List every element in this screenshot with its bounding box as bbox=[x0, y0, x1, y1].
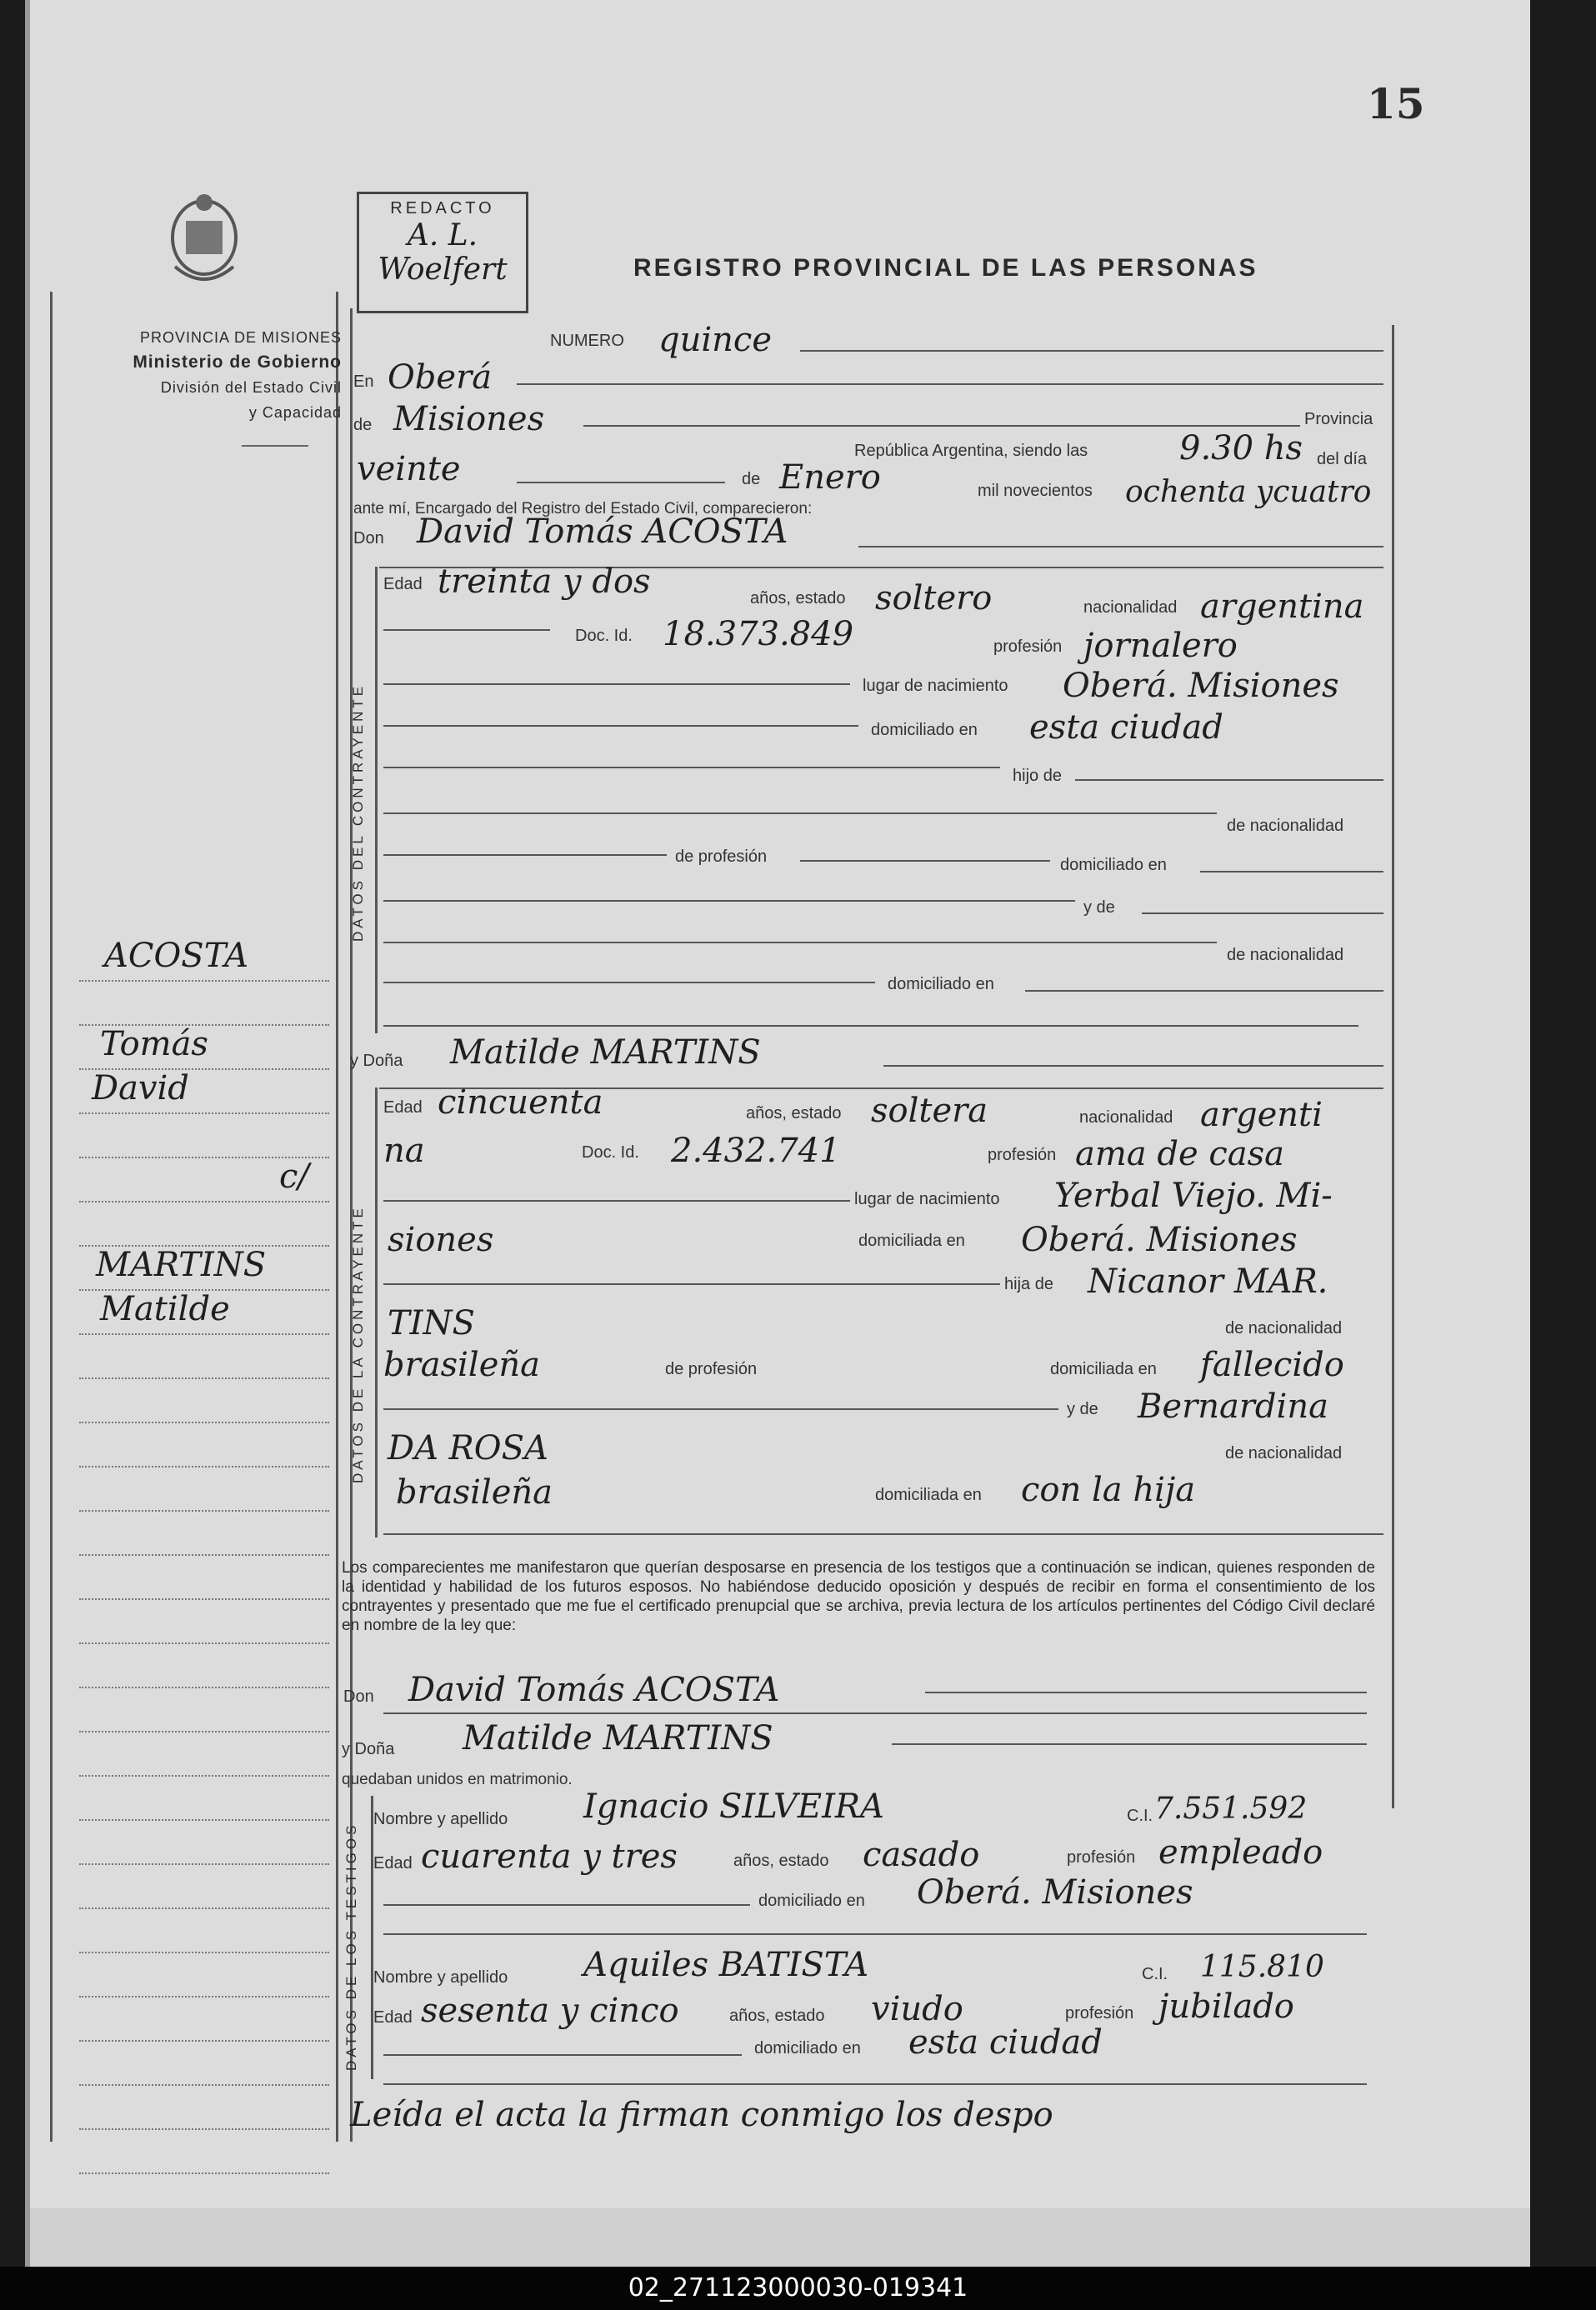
fill-line bbox=[383, 1933, 1367, 1935]
mes-value: Enero bbox=[779, 458, 881, 497]
fill-line bbox=[517, 383, 1383, 385]
testigo1-domicilio: Oberá. Misiones bbox=[917, 1873, 1193, 1912]
fill-line bbox=[383, 942, 1217, 943]
provincia-value: Misiones bbox=[393, 400, 545, 438]
index-entry: c/ bbox=[279, 1158, 309, 1196]
testigo2-profesion: jubilado bbox=[1158, 1988, 1294, 2026]
domicilio-value: esta ciudad bbox=[1029, 708, 1223, 747]
domicilio-label: domiciliada en bbox=[875, 1486, 982, 1504]
lugar-label: lugar de nacimiento bbox=[854, 1190, 1000, 1208]
profesion-label: profesión bbox=[988, 1146, 1057, 1164]
index-line bbox=[79, 1114, 329, 1158]
index-lines bbox=[79, 938, 329, 2174]
ci-label: C.I. bbox=[1142, 1965, 1168, 1983]
profesion-label: de profesión bbox=[675, 848, 768, 866]
section-border bbox=[375, 1088, 378, 1538]
hija-label: hija de bbox=[1004, 1275, 1053, 1293]
fill-line bbox=[1200, 871, 1383, 872]
en-label: En bbox=[353, 372, 374, 391]
domicilio-label: domiciliado en bbox=[1060, 856, 1167, 874]
fill-line bbox=[1142, 912, 1383, 914]
fill-line bbox=[383, 1283, 1000, 1285]
de-label: de bbox=[353, 416, 373, 434]
hijo-label: hijo de bbox=[1013, 767, 1062, 785]
ministry-block bbox=[42, 325, 342, 425]
profesion-label: de profesión bbox=[665, 1360, 758, 1378]
index-entry: Tomás bbox=[100, 1025, 208, 1063]
index-line bbox=[79, 1644, 329, 1688]
estado-value: soltero bbox=[875, 579, 993, 618]
fill-line bbox=[383, 767, 1000, 768]
fill-line bbox=[892, 1743, 1367, 1745]
madre-nombre-cont: DA ROSA bbox=[388, 1429, 548, 1468]
edad-label: Edad bbox=[383, 575, 423, 593]
nombre-apellido-label: Nombre y apellido bbox=[373, 1968, 508, 1987]
fill-line bbox=[583, 425, 1300, 427]
fill-line bbox=[800, 860, 1050, 862]
index-line bbox=[79, 1468, 329, 1512]
profesion-label: profesión bbox=[1067, 1848, 1136, 1867]
fill-line bbox=[383, 900, 1075, 902]
lugar-value: Oberá. Misiones bbox=[1063, 667, 1339, 705]
y-de-label: y de bbox=[1083, 898, 1115, 917]
fill-line bbox=[383, 629, 550, 631]
redacto-stamp bbox=[357, 192, 528, 313]
ci-label: C.I. bbox=[1127, 1807, 1153, 1825]
hora-value: 9.30 hs bbox=[1179, 429, 1303, 468]
fill-line bbox=[383, 2054, 742, 2056]
fill-line bbox=[383, 1025, 1358, 1027]
provincia-label: Provincia bbox=[1304, 410, 1373, 428]
estado-label: años, estado bbox=[733, 1852, 829, 1870]
quedaban-text: quedaban unidos en matrimonio. bbox=[342, 1771, 573, 1788]
del-dia-label: del día bbox=[1317, 450, 1368, 468]
divider bbox=[242, 445, 308, 447]
index-line bbox=[79, 1953, 329, 1998]
profesion-label: profesión bbox=[993, 638, 1063, 656]
nacionalidad-label: nacionalidad bbox=[1083, 598, 1178, 617]
union-dona: Matilde MARTINS bbox=[463, 1719, 773, 1758]
fill-line bbox=[800, 350, 1383, 352]
don-label: Don bbox=[343, 1688, 374, 1706]
index-line bbox=[79, 1202, 329, 1247]
estado-label: años, estado bbox=[729, 2007, 825, 2025]
domicilio-label: domiciliado en bbox=[754, 2039, 861, 2058]
fill-line bbox=[383, 2083, 1367, 2085]
index-line bbox=[79, 1158, 329, 1202]
contrayente-section-label: DATOS DEL CONTRAYENTE bbox=[350, 682, 366, 942]
union-don: David Tomás ACOSTA bbox=[408, 1671, 780, 1709]
index-line bbox=[79, 1070, 329, 1114]
page-number: 15 bbox=[1367, 79, 1425, 128]
testigos-section-label: DATOS DE LOS TESTIGOS bbox=[343, 1822, 359, 2071]
index-entry: Matilde bbox=[100, 1290, 230, 1328]
padre-nacionalidad: brasileña bbox=[383, 1346, 540, 1384]
image-id-footer: 02_271123000030-019341 bbox=[0, 2267, 1596, 2310]
edad-value: treinta y dos bbox=[438, 562, 651, 601]
ministry-line: y Capacidad bbox=[248, 404, 342, 421]
madre-nacionalidad: brasileña bbox=[396, 1473, 553, 1512]
edad-value: cincuenta bbox=[438, 1083, 603, 1122]
fill-line bbox=[383, 1712, 1367, 1714]
profesion-value: ama de casa bbox=[1075, 1135, 1284, 1173]
index-line bbox=[79, 1909, 329, 1953]
index-line bbox=[79, 1821, 329, 1865]
domicilio-value: Oberá. Misiones bbox=[1021, 1221, 1298, 1259]
de-label: de bbox=[742, 470, 761, 488]
fill-line bbox=[383, 854, 667, 856]
estado-label: años, estado bbox=[750, 589, 846, 608]
fill-line bbox=[383, 683, 850, 685]
index-line bbox=[79, 1865, 329, 1909]
nombre-apellido-label: Nombre y apellido bbox=[373, 1810, 508, 1828]
numero-label: NUMERO bbox=[550, 332, 624, 350]
fill-line bbox=[517, 482, 725, 483]
fill-line bbox=[1075, 779, 1383, 781]
fill-line bbox=[383, 1533, 1383, 1535]
doc-label: Doc. Id. bbox=[582, 1143, 639, 1162]
profesion-value: jornalero bbox=[1083, 627, 1238, 665]
fill-line bbox=[383, 1904, 750, 1906]
fill-line bbox=[383, 725, 858, 727]
contrayenta-section-label: DATOS DE LA CONTRAYENTE bbox=[350, 1205, 366, 1483]
testigo2-edad: sesenta y cinco bbox=[421, 1992, 679, 2030]
index-entry: MARTINS bbox=[96, 1246, 267, 1284]
estado-value: soltera bbox=[871, 1092, 988, 1130]
nacionalidad-label: de nacionalidad bbox=[1227, 946, 1344, 964]
doc-value: 18.373.849 bbox=[663, 615, 854, 653]
fill-line bbox=[883, 1065, 1383, 1067]
index-line bbox=[79, 2086, 329, 2130]
domicilio-label: domiciliado en bbox=[871, 721, 978, 739]
y-de-label: y de bbox=[1067, 1400, 1098, 1418]
index-line bbox=[79, 1512, 329, 1556]
domicilio-label: domiciliado en bbox=[758, 1892, 865, 1910]
edad-label: Edad bbox=[373, 1854, 413, 1872]
ante-label: ante mí, Encargado del Registro del Estado Civil, comparecieron: bbox=[353, 500, 813, 518]
coat-of-arms-icon bbox=[158, 188, 250, 296]
doc-value: 2.432.741 bbox=[671, 1132, 841, 1170]
fill-line bbox=[383, 982, 875, 983]
nacionalidad-label: de nacionalidad bbox=[1225, 1444, 1343, 1462]
testigo2-nombre: Aquiles BATISTA bbox=[583, 1946, 869, 1984]
ministry-line: PROVINCIA DE MISIONES bbox=[139, 329, 342, 346]
index-entry: ACOSTA bbox=[104, 937, 249, 975]
testigo2-estado: viudo bbox=[871, 1990, 963, 2028]
fill-line bbox=[1025, 990, 1383, 992]
fill-line bbox=[383, 1408, 1058, 1410]
lugar-value-cont: siones bbox=[388, 1221, 494, 1259]
republica-label: República Argentina, siendo las bbox=[854, 442, 1088, 460]
redacto-name: Woelfert bbox=[378, 252, 508, 287]
en-value: Oberá bbox=[388, 358, 493, 397]
dona-label: y Doña bbox=[342, 1740, 395, 1758]
page-edge bbox=[30, 2208, 1530, 2267]
index-line bbox=[79, 1732, 329, 1777]
index-line bbox=[79, 1247, 329, 1291]
form-right-border bbox=[1392, 325, 1394, 1808]
dia-value: veinte bbox=[357, 450, 461, 488]
register-title: REGISTRO PROVINCIAL DE LAS PERSONAS bbox=[633, 254, 1258, 282]
fill-line bbox=[925, 1692, 1367, 1693]
nacionalidad-value-cont: na bbox=[383, 1132, 425, 1170]
domicilio-label: domiciliada en bbox=[1050, 1360, 1157, 1378]
nacionalidad-value: argentina bbox=[1200, 588, 1364, 626]
testigo1-edad: cuarenta y tres bbox=[421, 1838, 678, 1876]
nacionalidad-label: de nacionalidad bbox=[1225, 1319, 1343, 1338]
testigo1-nombre: Ignacio SILVEIRA bbox=[583, 1788, 884, 1826]
testigo2-domicilio: esta ciudad bbox=[908, 2023, 1103, 2062]
index-line bbox=[79, 1777, 329, 1821]
index-line bbox=[79, 1335, 329, 1379]
numero-value: quince bbox=[658, 321, 772, 359]
index-entry: David bbox=[92, 1069, 189, 1108]
nacionalidad-label: nacionalidad bbox=[1079, 1108, 1173, 1127]
padre-domicilio: fallecido bbox=[1200, 1346, 1344, 1384]
section-border bbox=[371, 1796, 373, 2079]
profesion-label: profesión bbox=[1065, 2004, 1134, 2022]
cierre-text: Leída el acta la firman conmigo los despo bbox=[350, 2096, 1053, 2134]
ministry-line: División del Estado Civil bbox=[160, 379, 342, 396]
contrayenta-nombre: Matilde MARTINS bbox=[450, 1033, 761, 1072]
lugar-value: Yerbal Viejo. Mi- bbox=[1054, 1177, 1333, 1215]
fill-line bbox=[383, 1200, 850, 1202]
edad-label: Edad bbox=[383, 1098, 423, 1117]
index-line bbox=[79, 1291, 329, 1335]
ministry-line: Ministerio de Gobierno bbox=[133, 352, 342, 372]
redacto-initials: A. L. bbox=[407, 218, 478, 252]
index-line bbox=[79, 1688, 329, 1732]
madre-nombre: Bernardina bbox=[1138, 1388, 1328, 1426]
padre-nombre: Nicanor MAR. bbox=[1088, 1262, 1328, 1301]
padre-nombre-cont: TINS bbox=[388, 1304, 475, 1342]
doc-label: Doc. Id. bbox=[575, 627, 633, 645]
index-line bbox=[79, 1556, 329, 1600]
edad-label: Edad bbox=[373, 2008, 413, 2027]
testigo2-ci: 115.810 bbox=[1200, 1950, 1324, 1984]
domicilio-label: domiciliado en bbox=[888, 975, 994, 993]
index-line bbox=[79, 1379, 329, 1423]
section-border bbox=[375, 567, 378, 1033]
index-line bbox=[79, 938, 329, 982]
estado-label: años, estado bbox=[746, 1104, 842, 1122]
index-line bbox=[79, 1423, 329, 1468]
index-line bbox=[79, 1026, 329, 1070]
dona-label: y Doña bbox=[350, 1052, 403, 1070]
testigo1-ci: 7.551.592 bbox=[1154, 1792, 1308, 1826]
madre-domicilio: con la hija bbox=[1021, 1471, 1196, 1509]
anio-value: ochenta ycuatro bbox=[1125, 475, 1372, 509]
domicilio-label: domiciliada en bbox=[858, 1232, 965, 1250]
index-line bbox=[79, 2042, 329, 2086]
fill-line bbox=[383, 812, 1217, 814]
index-line bbox=[79, 2130, 329, 2174]
testigo1-estado: casado bbox=[863, 1836, 980, 1874]
lugar-label: lugar de nacimiento bbox=[863, 677, 1008, 695]
nacionalidad-value: argenti bbox=[1200, 1096, 1323, 1134]
mil-label: mil novecientos bbox=[978, 482, 1093, 500]
index-line bbox=[79, 982, 329, 1026]
contrayente-nombre: David Tomás ACOSTA bbox=[417, 512, 788, 551]
declaracion-text: Los comparecientes me manifestaron que querían desposarse en presencia de los testigos que a continuación se indican, quienes responden de la identidad y habilidad de los futuros esposos. No habiéndose deducido oposición y después de recibir en forma el consentimiento de los contrayentes y presentado que me fue el certificado prenupcial que se archiva, previa lectura de los artículos pertinentes del Código Civil declaré en nombre de la ley que: bbox=[342, 1559, 1375, 1634]
index-line bbox=[79, 1600, 329, 1644]
testigo1-profesion: empleado bbox=[1158, 1833, 1323, 1872]
redacto-label: REDACTO bbox=[390, 199, 495, 218]
index-line bbox=[79, 1998, 329, 2042]
don-label: Don bbox=[353, 529, 384, 548]
fill-line bbox=[858, 546, 1383, 548]
nacionalidad-label: de nacionalidad bbox=[1227, 817, 1344, 835]
